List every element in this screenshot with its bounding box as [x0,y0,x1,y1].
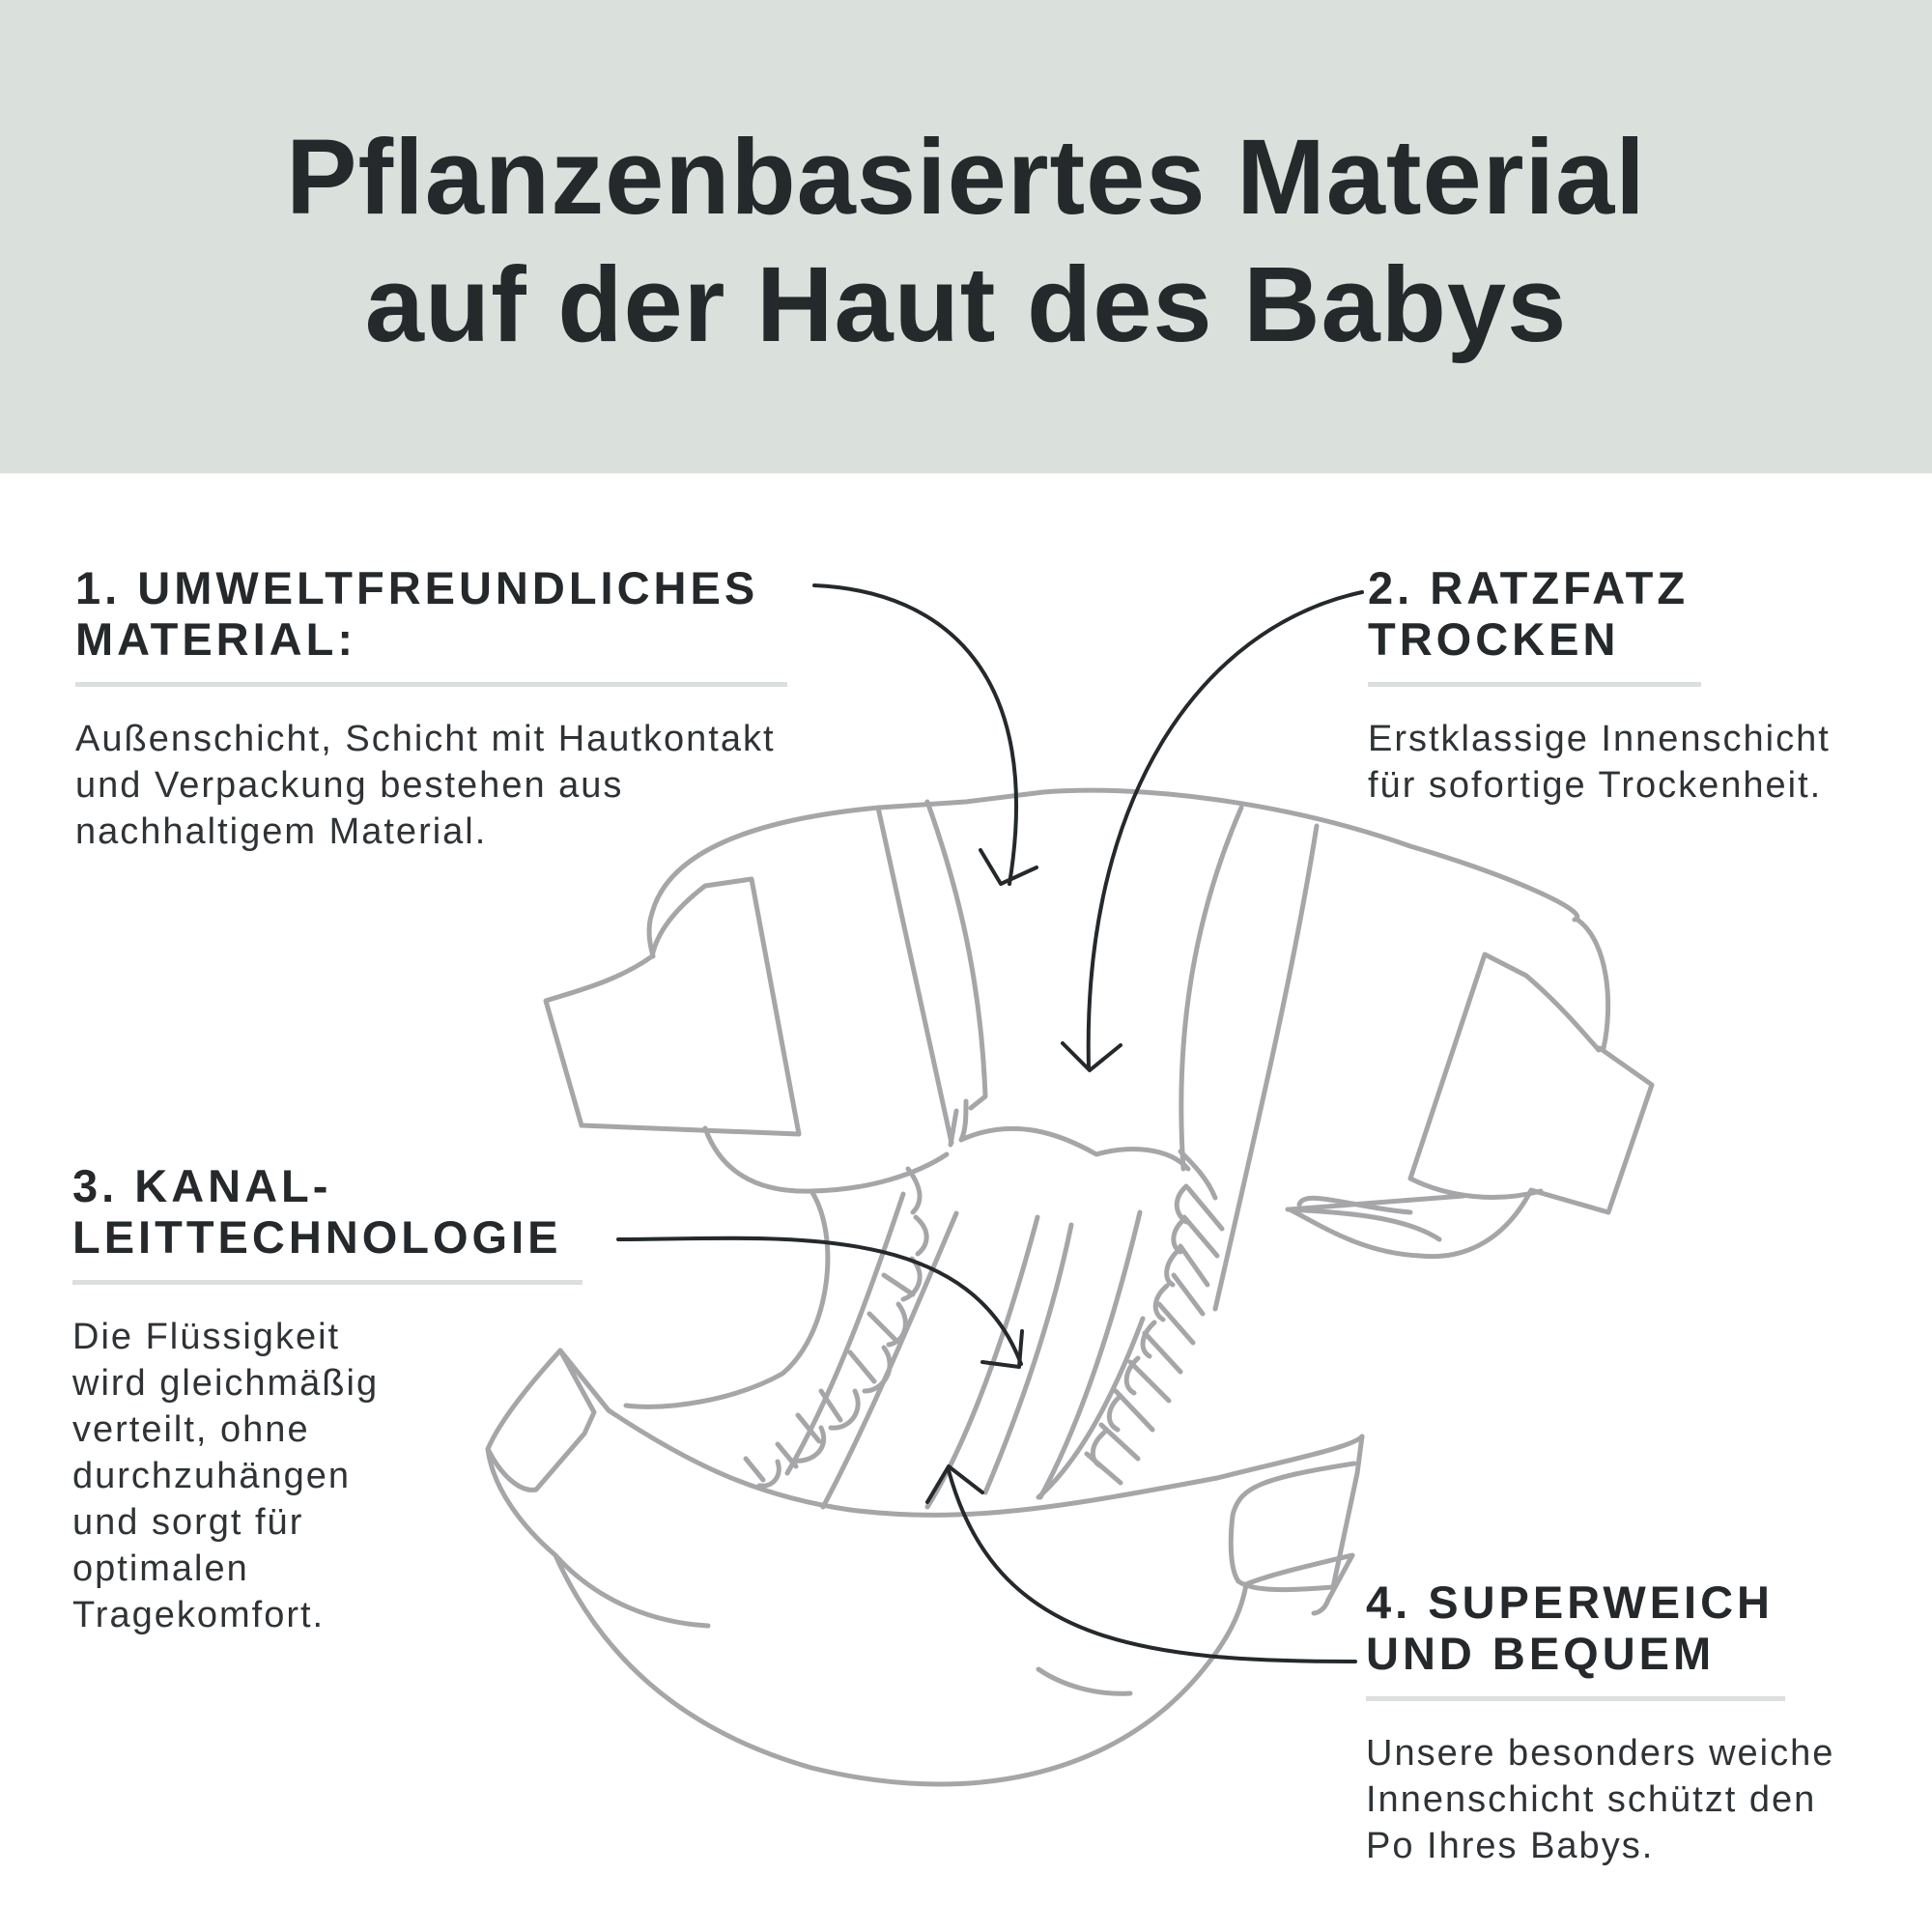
feature-2 [1368,562,1909,809]
feature-3-heading-line: 3. KANAL- [72,1160,332,1211]
feature-4 [1366,1577,1907,1869]
feature-1-body [75,716,867,855]
feature-1-heading-line: 1. UMWELTFREUNDLICHES [75,562,759,613]
feature-3-body-line: Tragekomfort. [72,1595,326,1635]
feature-1-body-line: Außenschicht, Schicht mit Hautkontakt [75,719,776,759]
feature-3 [72,1160,613,1638]
feature-3-body-line: optimalen [72,1548,249,1589]
feature-4-heading-line: UND BEQUEM [1366,1628,1716,1679]
feature-3-body-line: wird gleichmäßig [72,1363,380,1404]
arrow-3 [618,1238,1021,1364]
feature-2-body [1368,716,1909,809]
feature-4-body-line: Unsere besonders weiche [1366,1733,1835,1774]
feature-3-heading [72,1160,613,1263]
arrow-4 [949,1470,1355,1662]
feature-3-body-line: und sorgt für [72,1502,304,1543]
feature-1-body-line: nachhaltigem Material. [75,811,488,852]
feature-4-body-line: Po Ihres Babys. [1366,1826,1655,1866]
feature-3-body-line: Die Flüssigkeit [72,1317,341,1357]
feature-2-heading [1368,562,1909,665]
feature-3-divider [72,1280,582,1285]
feature-4-heading-line: 4. SUPERWEICH [1366,1577,1774,1628]
title-line-2: auf der Haut des Babys [364,245,1568,364]
title-line-1: Pflanzenbasiertes Material [286,118,1646,237]
feature-2-body-line: Erstklassige Innenschicht [1368,719,1831,759]
feature-1-body-line: und Verpackung bestehen aus [75,765,624,806]
feature-3-body [72,1314,613,1638]
feature-4-body-line: Innenschicht schützt den [1366,1779,1817,1820]
feature-2-heading-line: TROCKEN [1368,613,1620,665]
feature-1-heading [75,562,867,665]
feature-3-body-line: verteilt, ohne [72,1409,310,1450]
feature-1-heading-line: MATERIAL: [75,613,356,665]
feature-2-heading-line: 2. RATZFATZ [1368,562,1690,613]
feature-1-divider [75,682,787,687]
feature-2-divider [1368,682,1701,687]
feature-4-body [1366,1730,1907,1869]
feature-1 [75,562,867,855]
feature-4-divider [1366,1696,1785,1701]
feature-3-heading-line: LEITTECHNOLOGIE [72,1211,562,1263]
feature-2-body-line: für sofortige Trockenheit. [1368,765,1823,806]
arrow-2 [1089,592,1362,1067]
feature-3-body-line: durchzuhängen [72,1456,351,1496]
feature-4-heading [1366,1577,1907,1679]
